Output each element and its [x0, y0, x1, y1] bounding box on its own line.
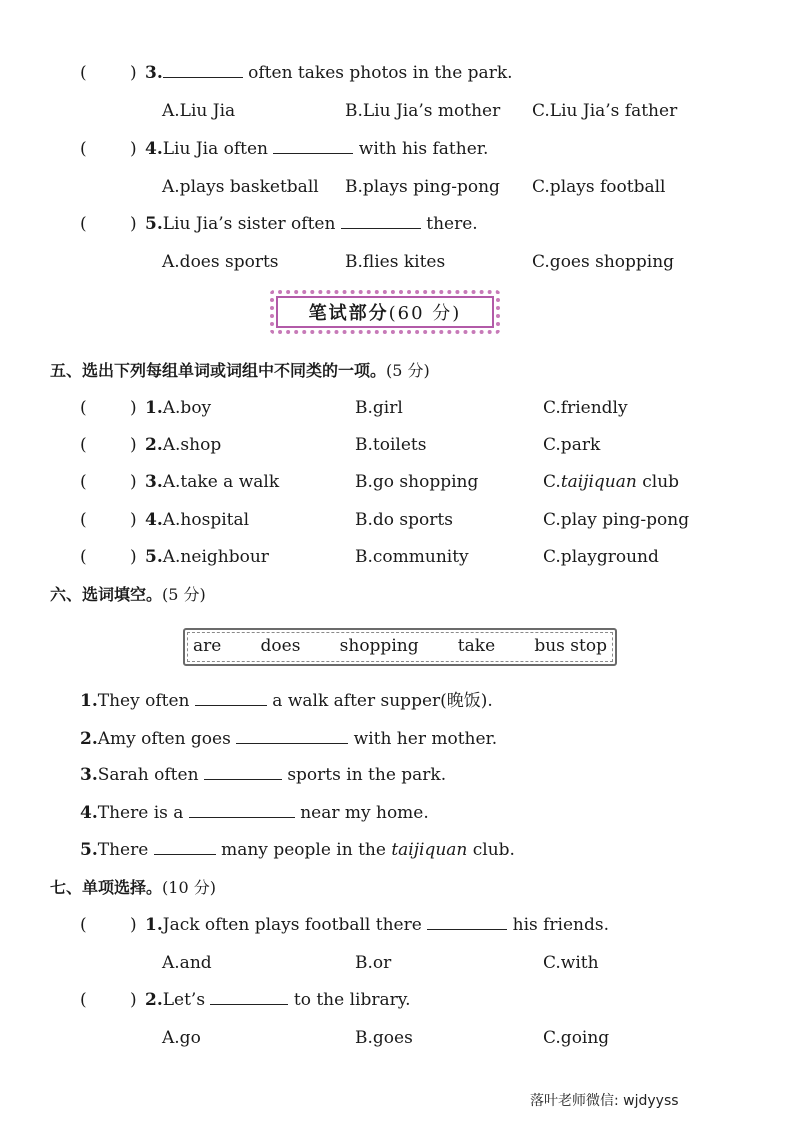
section-score: (5 分) — [386, 361, 430, 380]
item-pre: There is a — [97, 803, 189, 823]
answer-blank[interactable] — [341, 214, 421, 229]
option-b[interactable]: B.goes — [355, 1028, 413, 1048]
question-number: 3. — [145, 63, 163, 83]
answer-paren-close: ) — [130, 510, 137, 530]
fill-item-4 — [80, 802, 429, 824]
fill-item-1 — [80, 690, 493, 712]
item-post: sports in the park. — [281, 765, 447, 785]
answer-paren-open: ( — [80, 214, 87, 234]
answer-paren-open: ( — [80, 435, 87, 455]
option-b[interactable]: B.flies kites — [345, 252, 446, 272]
item-number: 2.A.shop — [145, 435, 222, 455]
option-a[interactable]: A.go — [162, 1028, 201, 1048]
answer-paren-close: ) — [130, 435, 137, 455]
question-number: 1. — [145, 915, 163, 935]
item-number: 5. — [80, 840, 98, 860]
section-title-text: 五、选出下列每组单词或词组中不同类的一项。 — [50, 361, 387, 380]
section-6-title — [50, 584, 206, 606]
question-number: 4. — [145, 139, 163, 159]
question-post: his friends. — [507, 915, 610, 935]
answer-paren-close: ) — [130, 214, 137, 234]
section-7-title — [50, 877, 216, 899]
answer-paren-open: ( — [80, 63, 87, 83]
question-text — [145, 213, 478, 235]
option-a[interactable]: A.does sports — [162, 252, 279, 272]
answer-paren-open: ( — [80, 472, 87, 492]
question-post: there. — [420, 214, 478, 234]
option-a[interactable]: A.Liu Jia — [162, 101, 236, 121]
item-number: 4. — [80, 803, 98, 823]
answer-blank[interactable] — [195, 691, 267, 706]
option-c[interactable]: C.friendly — [543, 398, 628, 418]
item-italic-word: taijiquan — [391, 840, 468, 860]
footer-watermark: 落叶老师微信: wjdyyss — [530, 1093, 679, 1109]
question-post: with his father. — [353, 139, 489, 159]
item-pre: There — [97, 840, 154, 860]
question-post: to the library. — [288, 990, 411, 1010]
option-a[interactable]: A.and — [162, 953, 212, 973]
option-b[interactable]: B.toilets — [355, 435, 427, 455]
option-b[interactable]: B.go shopping — [355, 472, 479, 492]
item-post: with her mother. — [348, 729, 498, 749]
item-post-end: club. — [467, 840, 515, 860]
option-c[interactable]: C.going — [543, 1028, 610, 1048]
option-c[interactable]: C.taijiquan club — [543, 472, 680, 492]
item-number: 2. — [80, 729, 98, 749]
question-number: 2. — [145, 990, 163, 1010]
question-number: 5. — [145, 214, 163, 234]
answer-paren-close: ) — [130, 547, 137, 567]
section-title-text: 七、单项选择。 — [50, 878, 163, 897]
answer-paren-open: ( — [80, 990, 87, 1010]
banner-title: 笔试部分 — [308, 303, 389, 324]
item-post: near my home. — [294, 803, 429, 823]
answer-paren-open: ( — [80, 139, 87, 159]
banner-score: (60 分) — [388, 303, 462, 324]
option-c[interactable]: C.playground — [543, 547, 659, 567]
answer-paren-close: ) — [130, 398, 137, 418]
item-number: 5.A.neighbour — [145, 547, 269, 567]
answer-paren-open: ( — [80, 398, 87, 418]
item-number: 1. — [80, 691, 98, 711]
option-c[interactable]: C.Liu Jia’s father — [532, 101, 678, 121]
answer-blank[interactable] — [154, 840, 216, 855]
answer-blank[interactable] — [427, 915, 507, 930]
question-text — [145, 138, 488, 160]
question-post: often takes photos in the park. — [242, 63, 513, 83]
option-a[interactable]: A.plays basketball — [162, 177, 319, 197]
option-b[interactable]: B.do sports — [355, 510, 453, 530]
answer-paren-open: ( — [80, 915, 87, 935]
item-pre: They often — [97, 691, 195, 711]
question-pre: Jack often plays football there — [162, 915, 428, 935]
word-bank-words — [193, 636, 607, 656]
option-b[interactable]: B.community — [355, 547, 469, 567]
question-pre: Liu Jia’s sister often — [162, 214, 341, 234]
question-pre: Let’s — [162, 990, 211, 1010]
question-pre: Liu Jia often — [162, 139, 274, 159]
answer-blank[interactable] — [204, 765, 282, 780]
word-bank-word[interactable]: shopping — [339, 636, 419, 656]
section-5-title — [50, 360, 430, 382]
option-c[interactable]: C.with — [543, 953, 599, 973]
fill-item-3 — [80, 764, 446, 786]
item-pre: Amy often goes — [97, 729, 237, 749]
section-score: (5 分) — [162, 585, 206, 604]
fill-item-2 — [80, 728, 497, 750]
word-bank-word[interactable]: take — [457, 636, 496, 656]
section-title-text: 六、选词填空。 — [50, 585, 163, 604]
option-a[interactable]: A.neighbour — [162, 547, 269, 567]
written-part-banner — [270, 290, 500, 334]
answer-paren-open: ( — [80, 510, 87, 530]
fill-item-5 — [80, 839, 515, 861]
question-text — [145, 914, 609, 936]
question-text — [145, 989, 410, 1011]
option-c[interactable]: C.play ping-pong — [543, 510, 690, 530]
question-text — [145, 62, 513, 84]
item-number: 3. — [80, 765, 98, 785]
answer-blank[interactable] — [189, 803, 295, 818]
answer-paren-close: ) — [130, 915, 137, 935]
answer-blank[interactable] — [273, 139, 353, 154]
answer-paren-close: ) — [130, 472, 137, 492]
item-post: a walk after supper(晚饭). — [266, 691, 493, 711]
item-post: many people in the — [215, 840, 392, 860]
answer-paren-close: ) — [130, 63, 137, 83]
banner-box — [276, 296, 494, 328]
answer-blank[interactable] — [210, 990, 288, 1005]
word-bank-box — [183, 628, 617, 666]
option-c[interactable]: C.plays football — [532, 177, 666, 197]
option-c[interactable]: C.goes shopping — [532, 252, 675, 272]
option-b[interactable]: B.or — [355, 953, 392, 973]
word-bank-word[interactable]: bus stop — [534, 636, 607, 656]
option-c[interactable]: C.park — [543, 435, 601, 455]
answer-paren-close: ) — [130, 139, 137, 159]
option-a[interactable]: A.shop — [162, 435, 222, 455]
option-b[interactable]: B.girl — [355, 398, 403, 418]
item-number: 3.A.take a walk — [145, 472, 280, 492]
answer-paren-open: ( — [80, 547, 87, 567]
answer-blank[interactable] — [236, 729, 348, 744]
answer-blank[interactable] — [163, 63, 243, 78]
item-number: 1.A.boy — [145, 398, 212, 418]
item-pre: Sarah often — [97, 765, 204, 785]
option-b[interactable]: B.Liu Jia’s mother — [345, 101, 501, 121]
section-score: (10 分) — [162, 878, 216, 897]
answer-paren-close: ) — [130, 990, 137, 1010]
word-bank-word[interactable]: does — [260, 636, 301, 656]
option-b[interactable]: B.plays ping-pong — [345, 177, 500, 197]
option-a[interactable]: A.boy — [162, 398, 212, 418]
item-number: 4.A.hospital — [145, 510, 250, 530]
option-a[interactable]: A.take a walk — [162, 472, 280, 492]
option-a[interactable]: A.hospital — [162, 510, 250, 530]
word-bank-word[interactable]: are — [193, 636, 222, 656]
